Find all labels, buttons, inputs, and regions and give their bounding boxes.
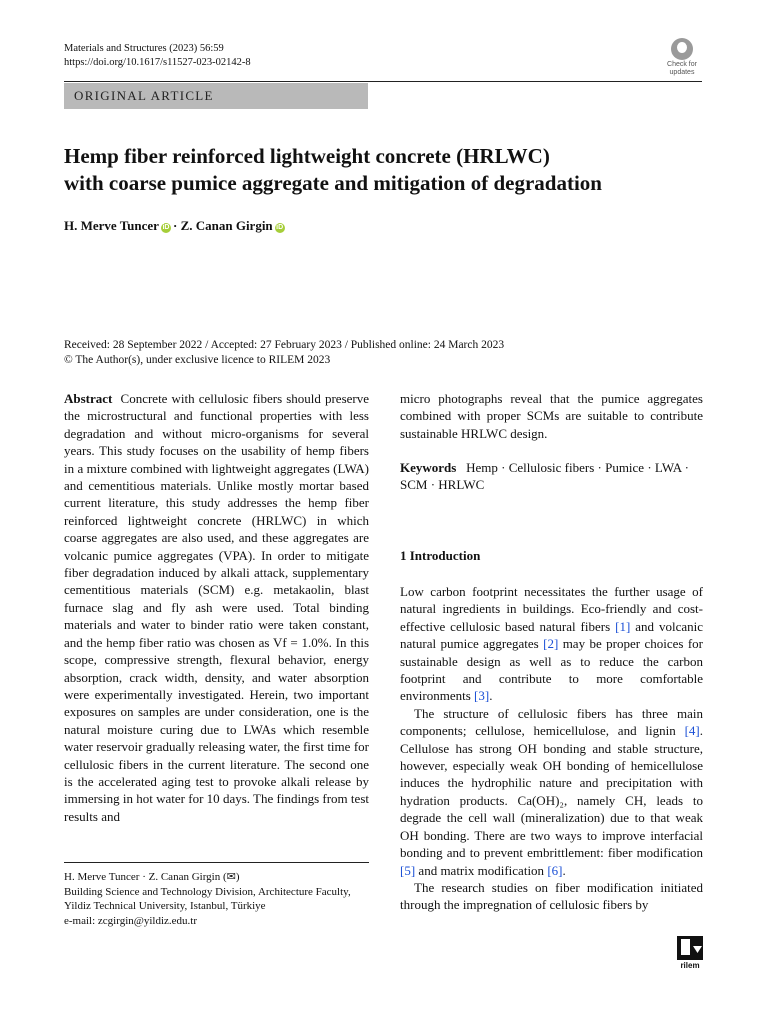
paper-title [64,143,704,197]
dates-line: Received: 28 September 2022 / Accepted: 27 February 2023 / Published online: 24 March 2023 [64,339,505,351]
orcid-icon[interactable]: iD [276,224,284,231]
orcid-icon[interactable]: iD [162,224,170,231]
author-list [64,218,287,234]
intro-paragraph-1: Low carbon footprint necessitates the further usage of natural ingredients in buildings. Eco-friendly and cost-effective cellulosic based natural fibers [1] and volcanic natural pumice aggregates [2] may be proper choices for sustainable design as well as to reduce the carbon footprint and contribute to more comfortable environments [3]. [400,584,703,704]
citation-link[interactable]: [3] [474,688,490,704]
rilem-logo-icon [677,936,703,970]
check-updates-icon [671,38,693,60]
abstract-continued-text: micro photographs reveal that the pumice aggregates combined with proper SCMs are suitable to contribute sustainable HRLWC design. [400,391,703,441]
keywords-label: Keywords [400,460,457,475]
intro-paragraph-3: The research studies on fiber modification initiated through the impregnation of cellulosic fibers by [400,879,703,913]
publication-dates [64,338,504,368]
footnote-email[interactable]: e-mail: zcgirgin@yildiz.edu.tr [64,914,198,927]
abstract-label: Abstract [64,391,113,406]
citation-link[interactable]: [4] [684,723,700,739]
author-separator: · [172,218,178,233]
logo-text: rilem [680,961,700,970]
journal-citation: Materials and Structures (2023) 56:59 [64,43,224,54]
citation-link[interactable]: [6] [547,862,563,878]
author-2[interactable]: Z. Canan Girgin [180,218,273,233]
header-rule [64,81,702,82]
section-heading: 1 Introduction [400,548,481,563]
citation-link[interactable]: [2] [543,636,559,652]
abstract-continued [400,390,703,442]
keywords-text: Hemp · Cellulosic fibers · Pumice · LWA · SCM · HRLWC [400,460,689,493]
abstract [64,390,369,825]
article-type-bar [64,83,368,109]
intro-paragraph-2: The structure of cellulosic fibers has three main components; cellulose, hemicellulose, and lignin [4]. Cellulose has strong OH bonding and stable structure, however, especially weak OH bonding of hemicellulose induces the hydrophilic nature and precipitation with hydration products. Ca(OH)₂, namely CH, leads to degrade the cell wall (mineralization) due to that weak OH bonding. There are two ways to improve interfacial bonding and to prevent embrittlement: fiber modification [5] and matrix modification [6]. [400,705,703,878]
abstract-text: Concrete with cellulosic fibers should preserve the microstructural and functional properties with less degradation and without micro-organisms for several years. This study focuses on the usability of hemp fibers in a mixture combined with lightweight aggregates (LWA) and cementitious materials. Unlike mostly mortar based current literature, this study addresses the hemp fiber reinforced lightweight concrete (HRLWC) in which coarse aggregates are also used, and these aggregates are volcanic pumice aggregates (VPA). In order to mitigate fiber degradation induced by alkali attack, supplementary cementitious materials (SCM) e.g. metakaolin, blast furnace slag and fly ash were used. Total binding materials and water to binder ratio were taken constant, and the hemp fiber ratio was chosen as Vf = 1.0%. In this scope, compressive strength, flexural behavior, energy absorption, crack width, density, and water absorption were experimentally investigated. Herein, two important exposures on samples are under consideration, one is the natural moisture curing due to LWAs which resemble water reservoir gradually releasing water, the first time for cellulosic fibers in the current literature. The second one is the accelerated aging test to provoke alkali release by immersing in hot water for 10 days. The findings from test results and [64,391,370,824]
footnote-affiliation: Building Science and Technology Division, Architecture Faculty, Yildiz Technical University, Istanbul, Türkiye [64,885,351,912]
citation-link[interactable]: [1] [615,618,631,634]
copyright-line: © The Author(s), under exclusive licence to RILEM 2023 [64,354,331,366]
keywords [400,459,703,494]
citation-link[interactable]: [5] [400,862,416,878]
author-1[interactable]: H. Merve Tuncer [64,218,159,233]
check-updates-label: Check for updates [667,61,697,76]
check-for-updates-badge[interactable] [662,38,702,78]
article-type-label: ORIGINAL ARTICLE [74,88,214,103]
footnote-rule [64,862,369,863]
author-footnote [64,870,369,928]
journal-header [64,42,251,70]
title-line-1: Hemp fiber reinforced lightweight concrete (HRLWC) [64,144,550,168]
doi-link[interactable]: https://doi.org/10.1617/s11527-023-02142-8 [64,57,251,68]
footnote-names: H. Merve Tuncer · Z. Canan Girgin (✉) [64,871,240,883]
title-line-2: with coarse pumice aggregate and mitigation of degradation [64,171,602,195]
introduction-body [400,583,703,914]
